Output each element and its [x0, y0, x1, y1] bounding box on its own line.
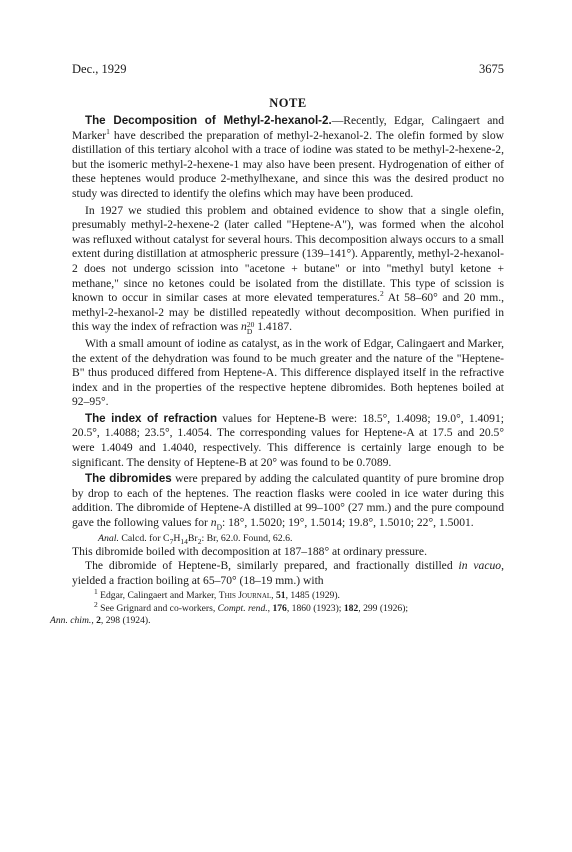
paragraph-heading: The Decomposition of Methyl-2-hexanol-2.: [85, 114, 332, 127]
analysis-line: Anal. Calcd. for $C_7H_{14}Br_2$: Br, 62.0. Found, 62.6.: [98, 532, 293, 546]
footnote-ref-2: 2: [379, 289, 384, 299]
paragraph-2: In 1927 we studied this problem and obtained evidence to show that a single olefin, presumably methyl-2-hexene-2 (later called "Heptene-A"), was formed when the alcohol was refluxed without catalyst for several hours. This decomposition always occurs to a small extent during distillation at atmospheric pressure (139–141°). Apparently, methyl-2-hexanol-2 does not undergo scission into "acetone + butane" or into "methyl butyl ketone + methane," since no ketones could be isolated from the distillate. This type of scission is known to occur in similar cases at more elevated temperatures.$^2$ At 58–60° and 20 mm., methyl-2-hexanol-2 may be distilled repeatedly without decomposition. When purified in this way the index of refraction was n20 D 1.4187.: [72, 203, 505, 336]
refractive-index-symbol: n: [241, 320, 247, 334]
paragraph-7: The dibromide of Heptene-B, similarly prepared, and fractionally distilled in vacuo, yielded a fraction boiling at 65–70° (18–19 mm.) with: [72, 559, 504, 587]
section-title: NOTE: [269, 96, 307, 110]
running-header: [72, 62, 504, 78]
page-number: 3675: [479, 62, 504, 76]
journal-page: [50, 62, 505, 627]
footnote-ref-1: 1: [106, 126, 110, 136]
paragraph-3: With a small amount of iodine as catalyst, as in the work of Edgar, Calingaert and Marker, the extent of the dehydration was found to be much greater and the nature of the "Heptene-B" thus produced differed from Heptene-A. This difference displayed itself in the refractive index and in the properties of the respective heptene dibromides. Both heptenes boiled at 92–95°.: [72, 336, 504, 409]
paragraph-1: The Decomposition of Methyl-2-hexanol-2.—Recently, Edgar, Calingaert and Marker$^1$ have described the preparation of methyl-2-hexanol-2. The olefin formed by slow distillation of this tertiary alcohol with a trace of iodine was stated to be methyl-2-hexene-2, but the isomeric methyl-2-hexene-1 may also have been present. Hydrogenation of either of these heptenes would produce 2-methylhexane, and since this was the desired product no study was directed to identify the olefins which may have been produced.: [72, 114, 504, 200]
footnote-2: $^2$ See Grignard and co-workers, Compt. rend., 176, 1860 (1923); 182, 299 (1926); Ann. chim., 2, 298 (1924).: [50, 599, 409, 626]
paragraph-heading: The index of refraction: [85, 411, 218, 425]
issue-date: Dec., 1929: [72, 62, 127, 76]
footnote-1: $^1$ Edgar, Calingaert and Marker, This Journal, 51, 1485 (1929).: [94, 587, 340, 602]
paragraph-heading: The dibromides: [85, 472, 172, 486]
paragraph-4: The index of refraction values for Heptene-B were: 18.5°, 1.4098; 19.0°, 1.4091; 20.5°, 1.4088; 23.5°, 1.4054. The corresponding values for Heptene-A at 17.5 and 20.5° were 1.4049 and 1.4040, respectively. This difference is certainly large enough to be significant. The density of Heptene-B at 20° was found to be 0.7089.: [72, 411, 504, 469]
paragraph-5: The dibromides were prepared by adding the calculated quantity of pure bromine drop by drop to each of the heptenes. The reaction flasks were cooled in ice water during this addition. The dibromide of Heptene-A distilled at 99–100° (27 mm.) and the pure compound gave the following values for $n_D$: 18°, 1.5020; 19°, 1.5014; 19.8°, 1.5010; 22°, 1.5001.: [72, 472, 504, 532]
paragraph-6: This dibromide boiled with decomposition at 187–188° at ordinary pressure.: [72, 544, 427, 558]
